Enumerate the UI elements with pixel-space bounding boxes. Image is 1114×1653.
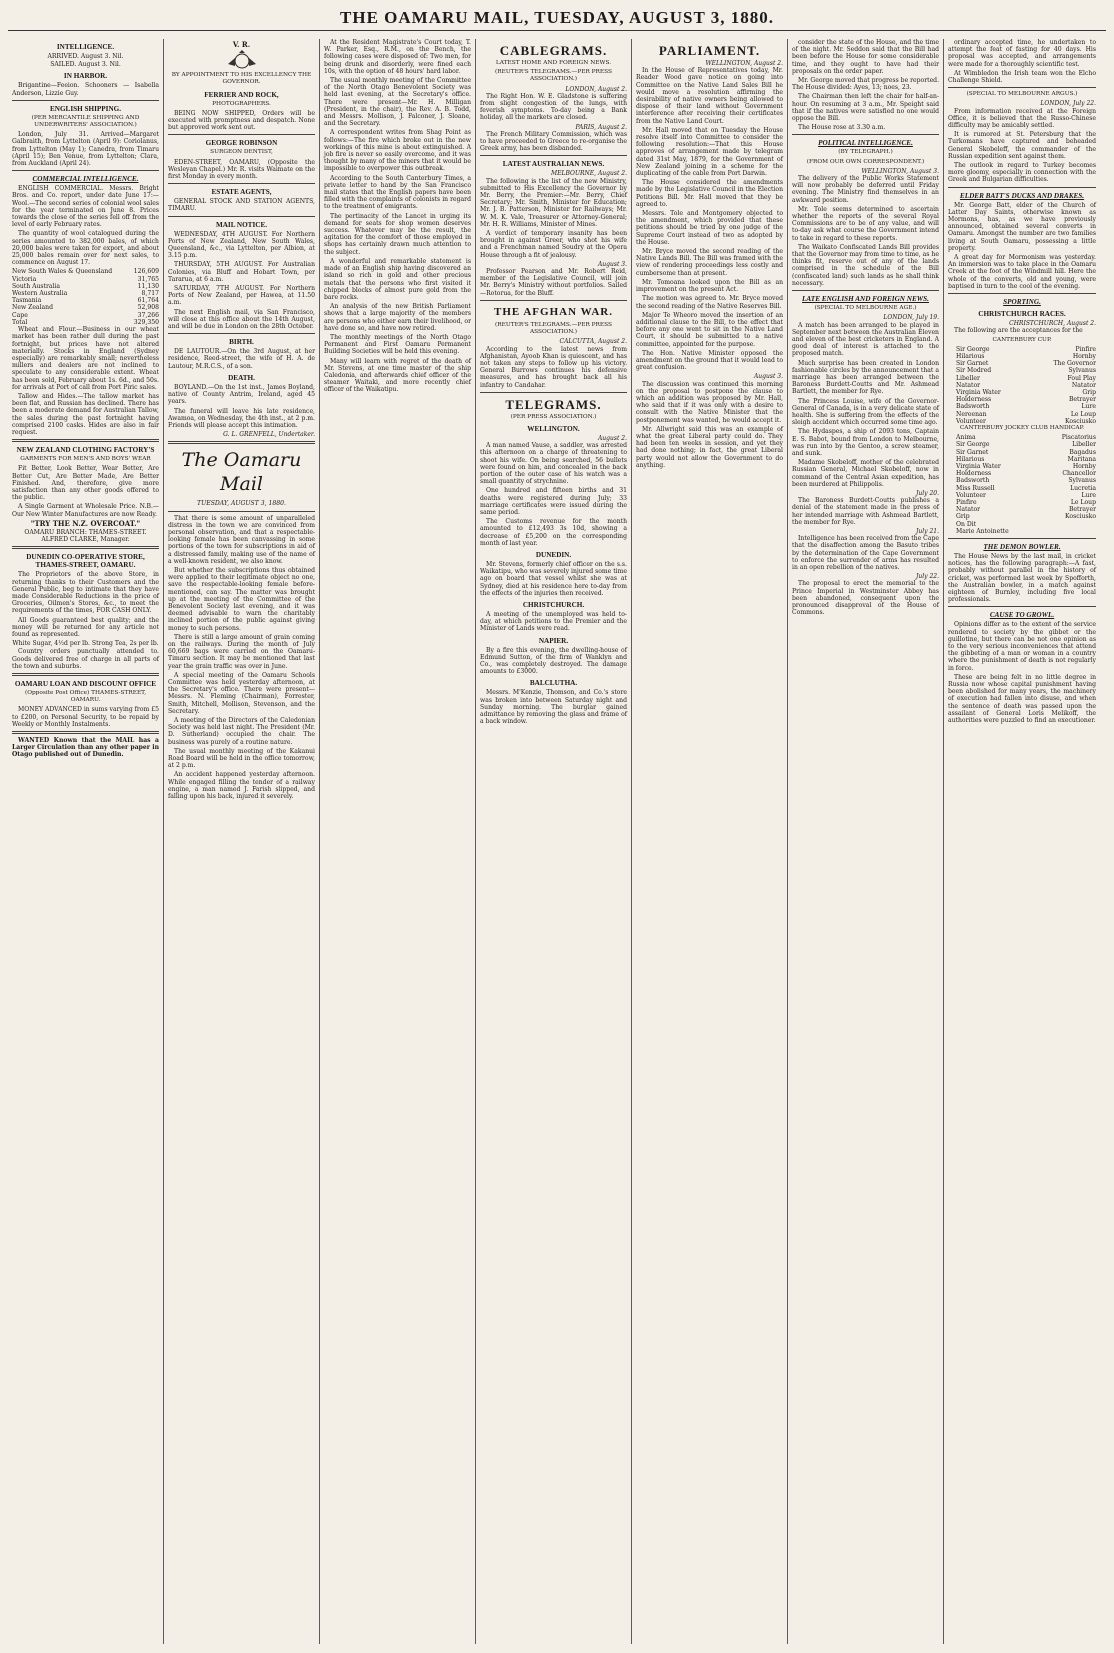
special-news-text-2: It is rumored at St. Petersburg that the Turkomans have captured and beheaded General Skobeleff, the commander of the Russian expedition sent against them. <box>948 131 1096 160</box>
ferrier-subheading: PHOTOGRAPHERS. <box>212 100 271 107</box>
shag-point-report: A correspondent writes from Shag Point as follows:—The fire which broke out in the new workings of this mine is about extinguished. A job fire is never so easily overcome, and it was thought by many of the miners that it would be impossible to overpower this outbreak. <box>324 129 471 173</box>
cablegrams-source: (REUTER'S TELEGRAMS.—PER PRESS ASSOCIATION.) <box>495 69 612 83</box>
loan-office-heading: OAMARU LOAN AND DISCOUNT OFFICE <box>14 680 157 689</box>
divider <box>948 538 1096 539</box>
divider <box>792 290 939 291</box>
jockey-club-heading: CANTERBURY JOCKEY CLUB HANDICAP. <box>959 424 1085 431</box>
wool-table <box>12 268 159 326</box>
wool-row: Cape 37,266 <box>12 311 159 319</box>
cooperative-store-heading: DUNEDIN CO-OPERATIVE STORE, THAMES-STREET, OAMARU. <box>26 553 145 570</box>
cablegrams-subheading: LATEST HOME AND FOREIGN NEWS. <box>495 60 612 66</box>
wool-row: South Australia 11,130 <box>12 282 159 290</box>
funeral-text: The funeral will leave his late residence, Awamoa, on Wednesday, the 4th inst., at 2 p.m. Friends will please accept this intimation. <box>168 407 315 429</box>
parliament-analysis-report: An analysis of the new British Parliament shows that a large majority of the members are persons who either earn their livelihood, or have done so, and have now retired. <box>324 303 471 332</box>
parliament-text-5: Mr. Bryce moved the second reading of the Native Lands Bill. The Bill was framed with the view of rendering proceedings less costly and cumbersome than at present. <box>636 248 783 277</box>
english-shipping-heading: ENGLISH SHIPPING. <box>49 104 122 113</box>
list-item: Natator Betrayer <box>956 506 1096 514</box>
special-news-text-3: The outlook in regard to Turkey becomes more gloomy, especially in connection with the Greek and Bulgarian difficulties. <box>948 162 1096 184</box>
list-item: Hilarious Hornby <box>956 352 1096 360</box>
parliament-continued-4: The House rose at 3.30 a.m. <box>798 124 886 132</box>
tallow-text: Tallow and Hides.—The tallow market has been flat, and Russian has declined. There has been a moderate demand for Australian Tallow, the sales during the past fortnight having comprised 2100 casks. Hides are also in fair request. <box>12 392 159 436</box>
list-item: On Dit <box>956 520 977 528</box>
parliament-heading: PARLIAMENT. <box>658 43 761 58</box>
divider <box>480 155 627 156</box>
special-news-source: (SPECIAL TO MELBOURNE ARGUS.) <box>966 91 1078 98</box>
list-item: Volunteer Kosciusko <box>956 417 1096 425</box>
parliament-text-10: The discussion was continued this morning on the proposal to postpone the clause to which an addition was proposed by Mr. Hall, who said that if it was only with a desire to consult with the Native Minister that the postponement was wanted, he would accept it. <box>636 380 783 424</box>
dateline: LONDON, August 2. <box>565 85 627 93</box>
late-news-text-8: The proposal to erect the memorial to the Prince Imperial in Westminster Abbey has been abandoned, consequent upon the pronounced disapproval of the House of Commons. <box>792 580 939 617</box>
political-text-3: The Waikato Confiscated Lands Bill provides that the Governor may from time to time, as he thinks fit, reserve out of any of the lands comprised in the schedule of the Bill (confiscated land) such lands as he shall think necessary. <box>792 243 939 287</box>
political-text-2: Mr. Tole seems determined to ascertain whether the reports of the several Royal Commissions are to be of any value, and will to-day ask what course the Government intend to take in regard to these reports. <box>792 205 939 242</box>
mail-notice-text-4: The next English mail, via San Francisco, will close at this office about the 14th August, and will be due in London on the 28th October. <box>168 308 315 331</box>
political-intelligence-heading: POLITICAL INTELLIGENCE. <box>818 139 913 148</box>
sailed-notice: SAILED. August 3. Nil. <box>50 61 121 69</box>
dateline: LONDON, July 22. <box>1040 100 1096 108</box>
parliament-text-7: The motion was agreed to. Mr. Bryce moved the second reading of the Native Reserves Bill. <box>636 295 783 310</box>
list-item: Sir Garnet The Governor <box>956 360 1096 368</box>
divider <box>12 731 159 734</box>
court-report: At the Resident Magistrate's Court today, T. W. Parker, Esq., R.M., on the Bench, the following cases were disposed of: Two men, for being drunk and disorderly, were fined each 10s, with the option of 48 hours' hard labor. <box>324 39 471 75</box>
ferrier-text: BEING NOW SHIPPED, Orders will be executed with promptness and despatch. None but approved work sent out. <box>168 109 315 132</box>
divider <box>168 183 315 184</box>
masthead: THE OAMARU MAIL, TUESDAY, AUGUST 3, 1880. <box>8 6 1106 31</box>
napier-text: By a fire this evening, the dwelling-house of Edmund Sutton, of the firm of Wanklyn and Co., was completely destroyed. The damage amounts to £3000. <box>480 646 627 676</box>
shipping-heading: INTELLIGENCE. <box>56 43 115 51</box>
cablegrams-heading: CABLEGRAMS. <box>499 43 608 58</box>
mail-notice-heading: MAIL NOTICE. <box>215 220 268 229</box>
late-news-heading: LATE ENGLISH AND FOREIGN NEWS. <box>802 295 929 304</box>
late-news-text-6: The Baroness Burdett-Coutts publishes a denial of the statement made in the press of her intended marriage with Ashmead Bartlett, the member for Rye. <box>792 497 939 526</box>
robinson-heading: GEORGE ROBINSON <box>205 139 278 148</box>
branch-address: OAMARU BRANCH: THAMES-STREET. ALFRED CLARKE, Manager. <box>24 528 147 544</box>
commercial-text-1: ENGLISH COMMERCIAL. Messrs. Bright Bros. and Co. report, under date June 17:— Wool.—The second series of colonial wool sales for the year terminated on June 8. Prices towards the close of the series fell off from the level of early February rates. <box>12 185 159 229</box>
sugar-tea-prices: White Sugar, 4½d per lb. Strong Tea, 2s per lb. <box>12 640 159 648</box>
dunedin-heading: DUNEDIN. <box>535 550 572 559</box>
leader-text-4: A special meeting of the Oamaru Schools Committee was held yesterday afternoon, at the Secretary's office. There were present—Messrs. N. Fleming (Chairman), Forrester, Smith, Mitchell, Mollison, Stevenson, and the Secretary. <box>168 671 315 715</box>
parliament-text-4: Messrs. Tole and Montgomery objected to the amendment, which provided that these petitions should be tried by one judge of the Supreme Court instead of two as adopted by the House. <box>636 210 783 246</box>
list-item: Badsworth Lure <box>956 403 1096 411</box>
late-news-text-1: A match has been arranged to be played in September next between the Australian Eleven and eleven of the best cricketers in England. A good deal of interest is attached to the proposed match. <box>792 321 939 358</box>
parliament-continued-1: consider the state of the House, and the time of the night. Mr. Seddon said that the Bill had been before the House for some considerable time, and they ought to have had their proposals on the order paper. <box>792 39 939 75</box>
benevolent-society-report: The usual monthly meeting of the Committee of the North Otago Benevolent Society was held last evening, at the Secretary's office. There were present—Mr. H. Milligan (President, in the chair), the Rev. A. B. Todd, and Messrs. Mollison, J. Falconer, J. Sloane, and the Secretary. <box>324 77 471 128</box>
harbour-text: Brigantine—Feeion. Schooners — Isabella Anderson, Lizzie Guy. <box>12 82 159 97</box>
demon-bowler-text: The House News by the last mail, in cricket notices, has the following paragraph:—A fast, probably without parallel in the history of cricket, was performed last week by Spofforth, the Australian bowler, in a match against eighteen of Burnley, including five local professionals. <box>948 552 1096 604</box>
christchurch-text: A meeting of the unemployed was held to-day, at which petitions to the Premier and the Minister of Lands were read. <box>480 610 627 633</box>
building-societies-report: The monthly meetings of the North Otago Permanent and First Oamaru Permanent Building Societies will be held this evening. <box>324 333 471 356</box>
death-heading: DEATH. <box>228 373 255 382</box>
mail-notice-text-2: THURSDAY, 5TH AUGUST. For Australian Colonies, via Bluff and Hobart Town, per Tararua, at 6 a.m. <box>168 261 315 283</box>
list-item: Nereenan Le Loup <box>956 410 1096 418</box>
list-item: Grip Kosciusko <box>956 513 1096 521</box>
column-1 <box>8 39 164 1644</box>
wellington-text-3: The Customs revenue for the month amounted to £12,493 3s 10d, showing a decrease of £5,200 on the corresponding month of last year. <box>480 518 627 547</box>
australian-news-text-3: Professor Pearson and Mr. Robert Reid, member of the Legislative Council, will join Mr. Berry's Ministry without portfolios. Sailed—Rotorua, for the Bluff. <box>480 268 627 297</box>
arrived-notice: ARRIVED. August 3. Nil. <box>47 53 124 60</box>
sporting-heading: SPORTING. <box>1003 298 1041 307</box>
late-news-text-3: The Princess Louise, wife of the Governor-General of Canada, is in a very delicate state of health. She is suffering from the effects of the sleigh accident which occurred some time ago. <box>792 397 939 427</box>
cooperative-store-text-2: All Goods guaranteed best quality; and the money will be returned for any article not found as represented. <box>12 616 159 638</box>
list-item: Natator Natator <box>956 381 1096 389</box>
list-item: Miss Russell Lucretia <box>956 484 1096 492</box>
columns <box>8 39 1106 1644</box>
dateline: WELLINGTON, August 3. <box>861 167 939 175</box>
divider <box>480 392 627 393</box>
divider <box>168 511 315 512</box>
paper-nameplate: The Oamaru Mail <box>181 449 302 496</box>
wool-row: Tasmania 61,764 <box>12 297 159 305</box>
emigrants-report: According to the South Canterbury Times, a private letter to hand by the San Francisco mail states that the English papers have been filled with the complaints of colonists in regard to the treatment of emigrants. <box>324 174 471 211</box>
wool-row: New Zealand 52,908 <box>12 304 159 312</box>
christchurch-races-heading: CHRISTCHURCH RACES. <box>978 310 1066 319</box>
divider <box>12 439 159 442</box>
parliament-continued-3: The Chairman then left the chair for half-an-hour. On resuming at 3 a.m., Mr. Speight said that if the natives were satisfied no one would oppose the Bill. <box>792 93 939 123</box>
dateline: PARIS, August 2. <box>575 123 627 131</box>
commercial-text-2: The quantity of wool catalogued during the series amounted to 382,000 bales, of which 20,000 bales were taken for export, and about 25,000 bales remain over for next sales, to commence on August 17. <box>12 230 159 267</box>
leader-text-5: A meeting of the Directors of the Caledonian Society was held last night. The President (Mr. D. Sutherland) occupied the chair. The business was purely of a routine nature. <box>168 717 315 746</box>
afghan-war-text: According to the latest news from Afghanistan, Ayoob Khan is quiescent, and has not taken any steps to follow up his victory. General Burrows continues his defensive measures, and has brought back all his infantry to Candahar. <box>480 345 627 389</box>
late-news-source: (SPECIAL TO MELBOURNE AGE.) <box>814 305 917 312</box>
late-news-text-5: Madame Skobeloff, mother of the celebrated Russian General, Michael Skobeloff, now in command of the Central Asian expedition, has been murdered at Philippolis. <box>792 459 939 488</box>
wool-row: Victoria 31,765 <box>12 275 159 283</box>
list-item: Sir George Libeller <box>956 441 1096 449</box>
parliament-continued-2: Mr. George moved that progress be reported. The House divided: Ayes, 13; noes, 23. <box>792 77 940 92</box>
estate-agents-text: GENERAL STOCK AND STATION AGENTS, TIMARU. <box>168 198 315 213</box>
telegrams-source: (PER PRESS ASSOCIATION.) <box>510 413 597 420</box>
dateline: July 22. <box>915 573 939 581</box>
cause-to-growl-text-1: Opinions differ as to the extent of the service rendered to society by the gibbet or the guillotine, but there can be not one opinion as to the very serious inconveniences that attend the gibbeting of a man or woman in a country where the punishment of death is not regularly in force. <box>948 621 1096 672</box>
birth-heading: BIRTH. <box>229 338 254 347</box>
list-item: Badsworth Sylvanus <box>956 477 1096 485</box>
mail-notice-text-1: WEDNESDAY, 4TH AUGUST. For Northern Ports of New Zealand, New South Wales, Queensland, &c., via Lyttelton, per Albion, at 3.15 p.m. <box>168 230 315 260</box>
loan-office-subheading: (Opposite Post Office) THAMES-STREET, OAMARU. <box>24 690 147 704</box>
political-correspondent: (FROM OUR OWN CORRESPONDENT.) <box>806 158 925 165</box>
divider <box>12 673 159 676</box>
undertaker-signature: G. L. GRENFELL, Undertaker. <box>223 431 315 439</box>
dateline: July 21. <box>915 527 939 535</box>
divider <box>168 441 315 444</box>
parliament-text-2: Mr. Hall moved that on Tuesday the House resolve itself into Committee to consider the following resolution:—That this House approves of arrangement made by telegram dated 31st May, 1879, for the Government of New Zealand joining in a scheme for the duplicating of the cable from Port Darwin. <box>636 126 783 178</box>
list-item: Marie Antoinette <box>956 527 1009 535</box>
dateline: LONDON, July 19. <box>883 314 939 322</box>
special-news-text-1: From information received at the Foreign Office, it is believed that the Russo-Chinese difficulty may be amicably settled. <box>948 107 1096 130</box>
balclutha-heading: BALCLUTHA. <box>529 679 578 688</box>
robinson-subheading: SURGEON DENTIST, <box>210 149 273 156</box>
loan-office-text: MONEY ADVANCED in sums varying from £5 to £200, on Personal Security, to be repaid by Weekly or Monthly Instalments. <box>12 706 159 728</box>
paper-date: TUESDAY, AUGUST 3, 1880. <box>197 500 286 508</box>
dateline: WELLINGTON, August 2. <box>705 60 783 67</box>
robinson-text: EDEN-STREET, OAMARU, (Opposite the Wesleyan Chapel.) Mr. R. visits Waimate on the first Monday in every month. <box>168 158 315 181</box>
wheat-text: Wheat and Flour.—Business in our wheat market has been rather dull during the past fortnight, but prices have not altered materially. Stocks in England (Sydney especially) are remarkably small; nevertheless millers and dealers are not inclined to speculate to any considerable extent. Wheat has been sold, February about 1s. 6d., and 50s. for arrivals at Port of call from Port Piric sales. <box>12 326 159 391</box>
death-text: BOYLAND.—On the 1st inst., James Boyland, native of County Antrim, Ireland, aged 45 years. <box>168 383 315 406</box>
leader-text-7: An accident happened yesterday afternoon. While engaged filling the tender of a railway engine, a man named J. Farish slipped, and falling upon his back, injured it severely. <box>168 771 315 801</box>
divider <box>792 134 939 135</box>
dunedin-text: Mr. Stevens, formerly chief officer on the s.s. Waikatipu, who was severely injured some time ago on board that vessel whilst she was at Sydney, died at his residence here to-day from the effects of the injuries then received. <box>480 560 627 597</box>
dateline: CALCUTTA, August 2. <box>559 338 627 346</box>
parliament-text-9: The Hon. Native Minister opposed the amendment on the ground that it would lead to great confusion. <box>636 349 783 372</box>
list-item: Holderness Betrayer <box>956 396 1096 404</box>
christchurch-heading: CHRISTCHURCH. <box>522 600 585 609</box>
list-item: Sir Garnet Bagadus <box>956 448 1096 456</box>
harbour-heading: IN HARBOR. <box>63 72 108 81</box>
wellington-text: A man named Vause, a saddler, was arrested this afternoon on a charge of threatening to shoot his wife. On being searched, 56 bullets were found on him, and concealed in the back portion of the outer case of his watch was a small quantity of strychnine. <box>480 442 627 486</box>
parliament-text-6: Mr. Tomoana looked upon the Bill as an improvement on the present Act. <box>636 278 783 294</box>
fasting-report: ordinary accepted time, he undertaken to attempt the feat of fasting for 40 days. His proposal was accepted, and arrangements were made for a thoroughly scientific test. <box>948 39 1096 68</box>
divider <box>168 333 315 334</box>
list-item: Volunteer Lure <box>956 491 1096 499</box>
parliament-text-8: Major Te Wheoro moved the insertion of an additional clause to the Bill, to the effect that before any one went to sit in the Native Land Court, it should be submitted to a native committee, appointed for the purpose. <box>636 311 783 348</box>
birth-text: DE LAUTOUR.—On the 3rd August, at her residence, Reed-street, the wife of H. A. de Lautour, M.R.C.S., of a son. <box>168 348 315 370</box>
cause-to-growl-heading: CAUSE TO GROWL. <box>989 611 1055 620</box>
column-2 <box>164 39 320 1644</box>
mail-notice-text-3: SATURDAY, 7TH AUGUST. For Northern Ports of New Zealand, per Hawea, at 11.50 a.m. <box>168 285 315 307</box>
canterbury-cup-heading: CANTERBURY CUP. <box>992 336 1052 343</box>
list-item: Pinfire Le Loup <box>956 498 1096 506</box>
divider <box>12 100 159 101</box>
afghan-war-source: (REUTER'S TELEGRAMS.—PER PRESS ASSOCIATION.) <box>495 321 612 336</box>
divider <box>168 134 315 135</box>
leader-text-3: There is still a large amount of grain coming on the railways. During the month of July 60,669 bags were carried on the Oamaru-Timaru section. It may be mentioned that last year the grain traffic was over in June. <box>168 633 315 670</box>
parliament-text-3: The House considered the amendments made by the Legislative Council in the Election Petitions Bill. Mr. Hall moved that they be agreed to. <box>636 179 783 208</box>
leader-text-6: The usual monthly meeting of the Kakanui Road Board will be held in the office tomorrow, at 2 p.m. <box>168 747 315 770</box>
nz-clothing-heading: NEW ZEALAND CLOTHING FACTORY'S <box>16 446 155 455</box>
english-shipping-subheading: (PER MERCANTILE SHIPPING AND UNDERWRITERS' ASSOCIATION.) <box>31 114 140 129</box>
elder-batt-text-1: Mr. George Batt, elder of the Church of Latter Day Saints, otherwise known as Mormons, has, as we have previously announced, obtained several converts in Oamaru. Amongst the number are two families living at South Oamaru, possessing a little property. <box>948 201 1096 252</box>
appointment-line: BY APPOINTMENT TO HIS EXCELLENCY THE GOVERNOR. <box>171 72 312 86</box>
column-4 <box>476 39 632 1644</box>
estate-agents-heading: ESTATE AGENTS, <box>211 188 272 197</box>
list-item: Hilarious Maritana <box>956 455 1096 463</box>
ferrier-heading: FERRIER AND ROCK, <box>204 90 279 99</box>
royal-crest-icon <box>224 50 260 70</box>
leader-text-2: But whether the subscriptions thus obtained were applied to their legitimate object no one, save the respectable-looking female before-mentioned, can say. The matter was brought up at the meeting of the Committee of the Benevolent Society last evening, and it was deemed advisable to warn the charitably inclined portion of the public against giving money to such persons. <box>168 566 315 632</box>
races-intro: The following are the acceptances for the <box>954 327 1083 335</box>
wool-row: Western Australia 8,717 <box>12 290 159 298</box>
divider <box>948 606 1096 607</box>
country-orders-text: Country orders punctually attended to. Goods delivered free of charge in all parts of the town and suburbs. <box>12 648 159 670</box>
commercial-heading: COMMERCIAL INTELLIGENCE. <box>32 175 139 184</box>
divider <box>480 300 627 301</box>
divider <box>948 293 1096 294</box>
elder-batt-text-2: A great day for Mormonism was yesterday. An immersion was to take place in the Oamaru Creek at the foot of the Windmill hill. Here the whole of the converts, old and young, were baptised in turn to the cool of the evening. <box>948 254 1096 290</box>
nz-clothing-text-2: A Single Garment at Wholesale Price. N.B.—Our New Winter Manufactures are now Ready. <box>12 503 159 518</box>
divider <box>168 216 315 217</box>
cablegram-text-1: The Right Hon. W. E. Gladstone is suffering from slight congestion of the lungs, with feverish symptoms. To-day being a Bank holiday, all the markets are closed. <box>480 92 627 122</box>
jockey-club-list <box>948 434 1096 535</box>
cablegram-text-2: The French Military Commission, which was to have proceeded to Greece to re-organise the Greek army, has been disbanded. <box>480 130 627 153</box>
australian-news-heading: LATEST AUSTRALIAN NEWS. <box>502 160 605 169</box>
obituary-report: Many will learn with regret of the death of Mr. Stevens, at one time master of the ship Caledonia, and afterwards chief officer of the steamer Waitaki, and more recently chief officer of the Waikatipu. <box>324 357 471 394</box>
balclutha-text: Messrs. M'Kenzie, Thomson, and Co.'s store was broken into between Saturday night and Sunday morning. The burglar gained admittance by removing the glass and frame of a back window. <box>480 689 627 726</box>
list-item: Libeller Foul Play <box>956 374 1096 382</box>
wimbledon-report: At Wimbledon the Irish team won the Elcho Challenge Shield. <box>948 69 1096 85</box>
late-news-text-2: Much surprise has been created in London fashionable circles by the announcement that a marriage has been arranged between the Baroness Burdett-Coutts and Mr. Ashmead Bartlett, the member for Rye. <box>792 359 939 396</box>
wellington-heading: WELLINGTON. <box>527 424 580 433</box>
english-shipping-text: London, July 31. Arrived—Margaret Galbraith, from Lyttelton (April 9): Coriolanus, from Lyttelton (May 1); Canedra, from Timaru (April 15); Ben Venue, from Lyttelton; Clara, from Auckland (April 24). <box>12 131 159 168</box>
lancet-report: The pertinacity of the Lancet in urging its demand for seats for shop women deserves success. Whatever may be the result, the agitation for the comfort of those employed in shops has certainly drawn much attention to the subject. <box>324 212 471 256</box>
political-text-1: The delivery of the Public Works Statement will now probably be deferred until Friday evening. The Ministry find themselves in an awkward position. <box>792 175 939 204</box>
canterbury-cup-list <box>948 346 1096 425</box>
dateline: July 20. <box>915 489 939 497</box>
late-news-text-4: The Hydaspes, a ship of 2093 tons, Captain E. S. Babot, bound from London to Melbourne, was run into by the Gentoo, a screw steamer, and sunk. <box>792 428 939 457</box>
cause-to-growl-text-2: These are being felt in no little degree in Russia now whose capital punishment having been abolished for many years, the machinery of execution had fallen into disuse, and when the sentence of death was passed upon the assailant of General Loris Melikoff, the authorities were puzzled to find an executioner. <box>948 673 1096 725</box>
wanted-notice: WANTED Known that the MAIL has a Larger Circulation than any other paper in Otago published out of Dunedin. <box>12 737 159 759</box>
divider <box>12 546 159 549</box>
political-source: (BY TELEGRAPH.) <box>838 149 893 156</box>
column-5 <box>632 39 788 1644</box>
dateline: CHRISTCHURCH, August 2. <box>1009 320 1096 328</box>
parliament-text-1: In the House of Representatives today, Mr. Reader Wood gave notice on going into Committee on the Native Land Sales Bill he would move a resolution affirming the desirability of native owners being allowed to dispose of their land without Government interference after receiving their certificates from the Native Land Court. <box>636 67 783 125</box>
leader-text-1: That there is some amount of unparalleled distress in the town we are convinced from personal observation, and that a respectable-looking female has been canvassing in some portions of the town for subscriptions in aid of a distressed family, making use of the name of a well-known resident, we also know. <box>168 514 315 565</box>
wellington-text-2: One hundred and fifteen births and 31 deaths were registered during July; 33 marriage certificates were issued during the same period. <box>480 487 627 516</box>
list-item: Holderness Chancellor <box>956 470 1096 478</box>
column-3 <box>320 39 476 1644</box>
dateline: August 3. <box>597 260 627 268</box>
dateline: August 3. <box>753 373 783 381</box>
elder-batt-heading: ELDER BATT'S DUCKS AND DRAKES. <box>959 191 1085 200</box>
golden-island-report: A wonderful and remarkable statement is made of an English ship having discovered an island so rich in gold and other precious metals that the persons who first visited it chipped blocks of almost pure gold from the bare rocks. <box>324 257 471 301</box>
cooperative-store-text: The Proprietors of the above Store, in returning thanks to their Customers and the General Public, beg to intimate that they have made Considerable Reductions in the price of Groceries, Oilmen's Stores, &c., to meet the requirements of the times, FOR CASH ONLY. <box>12 571 159 615</box>
australian-news-text-2: A verdict of temporary insanity has been brought in against Greer, who shot his wife and a Frenchman named Soudry at the Opera House through a fit of jealousy. <box>480 230 627 259</box>
demon-bowler-heading: THE DEMON BOWLER. <box>983 542 1061 551</box>
list-item: Sir Modred Sylvanus <box>956 367 1096 375</box>
napier-heading: NAPIER. <box>538 636 569 645</box>
telegrams-heading: TELEGRAMS. <box>505 396 602 412</box>
list-item: Anima Piscatorius <box>956 434 1096 442</box>
column-7 <box>944 39 1100 1644</box>
divider <box>948 87 1096 88</box>
nz-clothing-text: Fit Better, Look Better, Wear Better, Are Better Cut, Are Better Made, Are Better Finished. And, therefore, give more satisfaction than any other goods offered to the public. <box>12 465 159 502</box>
divider <box>12 170 159 171</box>
parliament-text-11: Mr. Allwright said this was an example of what the great Liberal party could do. They had been ten weeks in session, and yet they had done nothing; in fact, the great Liberal party would not allow the Government to do anything. <box>636 425 783 469</box>
wool-row: New South Wales & Queensland 126,609 <box>12 268 159 276</box>
column-6 <box>788 39 944 1644</box>
dateline: August 2. <box>597 434 627 442</box>
dateline: MELBOURNE, August 2. <box>551 170 627 178</box>
list-item: Virginia Water Hornby <box>956 462 1096 470</box>
nz-clothing-subheading: GARMENTS FOR MEN'S AND BOYS' WEAR <box>20 456 151 463</box>
vr-mark: V. R. <box>232 40 251 49</box>
overcoat-slogan: "TRY THE N.Z. OVERCOAT." <box>30 518 141 528</box>
wool-total-row: Total 329,350 <box>12 318 159 326</box>
list-item: Virginia Water Grip <box>956 388 1096 396</box>
australian-news-text: The following is the list of the new Ministry, submitted to His Excellency the Governor by Mr. Berry, the Premier:—Mr. Berry, Chief Secretary; Mr. Smith, Minister for Education; Mr. J. B. Patterson, Minister for Railways; Mr. W. M. K. Vale, Treasurer or Attorney-General; Mr. H. R. Williams, Minister of Mines. <box>480 177 627 228</box>
afghan-war-heading: THE AFGHAN WAR. <box>493 305 613 318</box>
list-item: Sir George Pinfire <box>956 345 1096 353</box>
late-news-text-7: Intelligence has been received from the Cape that the disaffection among the Basuto tribes by the determination of the Cape Government to enforce the surrender of arms has resulted in an open rebellion of the natives. <box>792 535 939 571</box>
divider <box>948 187 1096 188</box>
